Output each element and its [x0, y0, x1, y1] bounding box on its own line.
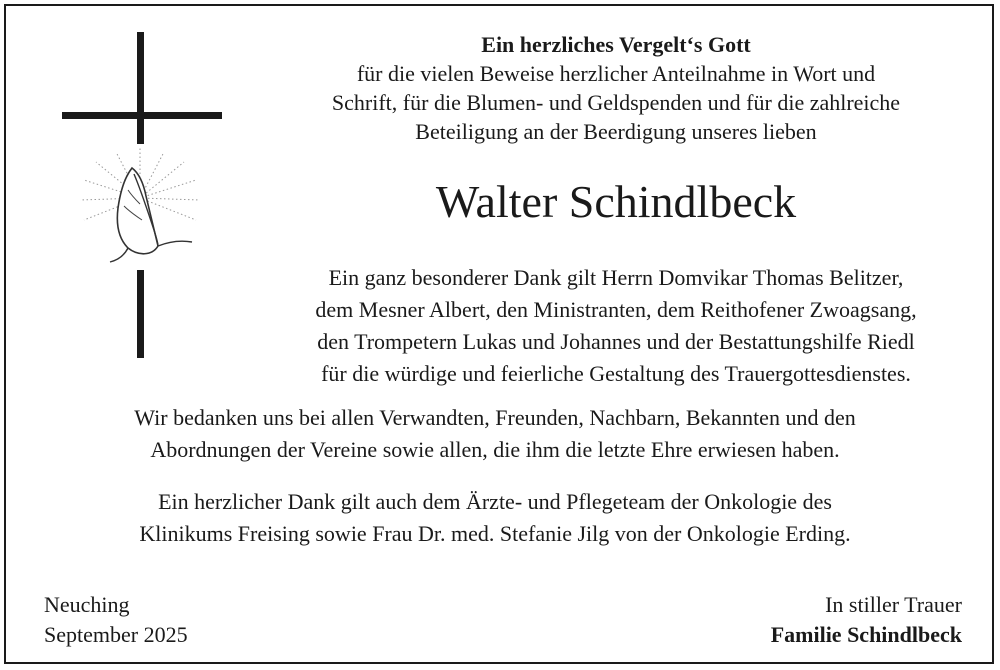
- gratitude-header: [241, 30, 991, 146]
- gratitude-line: für die vielen Beweise herzlicher Anteilnahme in Wort und: [356, 61, 876, 86]
- medical-thanks-line: Klinikums Freising sowie Frau Dr. med. Stefanie Jilg von der Onkologie Erding.: [139, 521, 851, 546]
- closing-phrase: In stiller Trauer: [825, 592, 962, 617]
- place-date: [44, 590, 188, 650]
- medical-thanks-line: Ein herzlicher Dank gilt auch dem Ärzte- und Pflegeteam der Onkologie des: [158, 489, 832, 514]
- special-thanks: [231, 262, 1000, 390]
- date: September 2025: [44, 622, 188, 647]
- special-thanks-line: Ein ganz besonderer Dank gilt Herrn Domvikar Thomas Belitzer,: [328, 265, 904, 290]
- medical-thanks: [6, 486, 984, 550]
- notice-frame: [4, 4, 994, 664]
- special-thanks-line: dem Mesner Albert, den Ministranten, dem Reithofener Zwoagsang,: [315, 297, 917, 322]
- relatives-thanks-line: Abordnungen der Vereine sowie allen, die ihm die letzte Ehre erwiesen haben.: [150, 437, 840, 462]
- gratitude-line: Schrift, für die Blumen- und Geldspenden und für die zahlreiche: [331, 90, 901, 115]
- place: Neuching: [44, 592, 130, 617]
- deceased-name: Walter Schindlbeck: [435, 176, 797, 227]
- relatives-thanks-line: Wir bedanken uns bei allen Verwandten, Freunden, Nachbarn, Bekannten und den: [134, 405, 856, 430]
- family-name: Familie Schindlbeck: [770, 622, 962, 647]
- special-thanks-line: für die würdige und feierliche Gestaltung des Trauergottesdienstes.: [321, 361, 911, 386]
- gratitude-title: Ein herzliches Vergelt‘s Gott: [481, 32, 751, 57]
- gratitude-line: Beteiligung an der Beerdigung unseres lieben: [415, 119, 817, 144]
- relatives-thanks: [6, 402, 984, 466]
- praying-hands-icon: [76, 144, 202, 270]
- emblem: [54, 28, 234, 368]
- special-thanks-line: den Trompetern Lukas und Johannes und der Bestattungshilfe Riedl: [317, 329, 915, 354]
- signature: [771, 590, 962, 650]
